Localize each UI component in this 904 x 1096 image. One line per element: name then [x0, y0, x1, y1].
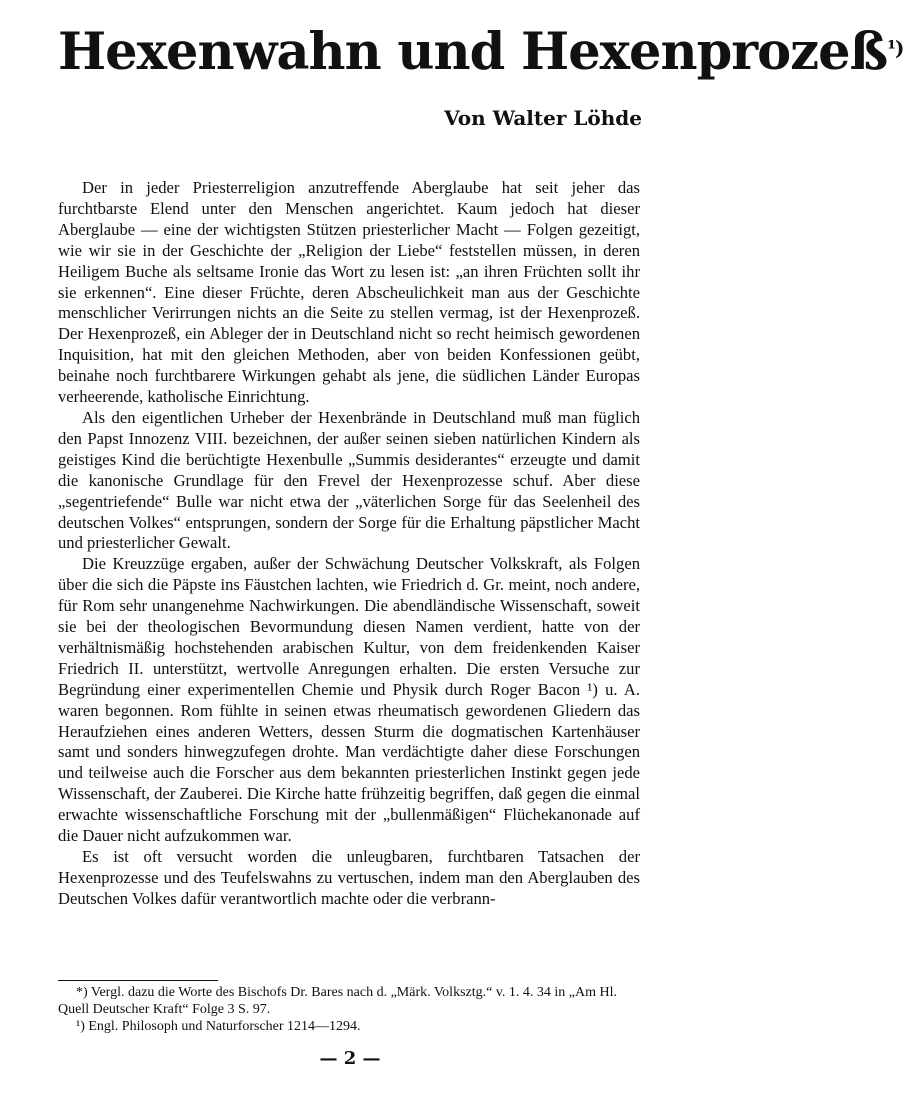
page-title: [58, 20, 904, 84]
title-footnote-mark: ¹): [887, 36, 904, 60]
article-body: [58, 178, 640, 910]
footnote: *) Vergl. dazu die Worte des Bischofs Dr. Bares nach d. „Märk. Volksztg.“ v. 1. 4. 34 in „Am Hl. Quell Deutscher Kraft“ Folge 3 S. 97.: [58, 985, 618, 1017]
page-number: — 2 —: [319, 1048, 381, 1069]
paragraph: Die Kreuzzüge ergaben, außer der Schwächung Deutscher Volkskraft, als Folgen über die sich die Päpste ins Fäustchen lachten, wie Friedrich d. Gr. meint, noch andere, für Rom sehr unangenehme Nachwirkungen. Die abendländische Wissenschaft, soweit sie bei der theologischen Bevormundung diesen Namen verdient, hatte von der verhältnismäßig hochstehenden arabischen Kultur, von dem freidenkenden Kaiser Friedrich II. unterstützt, wertvolle Anregungen erhalten. Die ersten Versuche zur Begründung einer experimentellen Chemie und Physik durch Roger Bacon ¹) u. A. waren begonnen. Rom fühlte in seinen etwas rheumatisch gewordenen Gliedern das Heraufziehen eines anderen Wetters, dessen Sturm die dogmatischen Kartenhäuser samt und sonders hinwegzufegen drohte. Man verdächtigte daher diese Forschungen und teilweise auch die Forscher aus dem bekannten priesterlichen Instinkt gegen jede Wissenschaft, der Zauberei. Die Kirche hatte frühzeitig begriffen, daß gegen die einmal erwachte wissenschaftliche Forschung mit der „bullenmäßigen“ Flüchekanonade auf die Dauer nicht aufzukommen war.: [58, 554, 640, 846]
title-text: Hexenwahn und Hexenprozeß: [58, 22, 888, 82]
author-byline: Von Walter Löhde: [444, 106, 642, 130]
paragraph: Als den eigentlichen Urheber der Hexenbrände in Deutschland muß man füglich den Papst Innozenz VIII. bezeichnen, der außer seinen sieben natürlichen Kindern als geistiges Kind die berüchtigte Hexenbulle „Summis desiderantes“ erzeugte und damit die kanonische Grundlage für den Frevel der Hexenprozesse schuf. Aber diese „segentriefende“ Bulle war nicht etwa der „väterlichen Sorge für das Seelenheil des deutschen Volkes“ entsprungen, sondern der Sorge für die Erhaltung päpstlicher Macht und priesterlicher Gewalt.: [58, 407, 640, 553]
paragraph: Der in jeder Priesterreligion anzutreffende Aberglaube hat seit jeher das furchtbarste Elend unter den Menschen angerichtet. Kaum jedoch hat dieser Aberglaube — eine der wichtigsten Stützen priesterlicher Macht — Folgen gezeitigt, wie wir sie in der Geschichte der „Religion der Liebe“ feststellen müssen, in deren Heiligem Buche als seltsame Ironie das Wort zu lesen ist: „an ihren Früchten sollt ihr sie erkennen“. Eine dieser Früchte, deren Abscheulichkeit man aus der Geschichte menschlicher Verirrungen nichts an die Seite zu stellen vermag, ist der Hexenprozeß. Der Hexenprozeß, ein Ableger der in Deutschland nicht so recht heimisch gewordenen Inquisition, hat mit den gleichen Methoden, aber von beiden Konfessionen geübt, beinahe noch furchtbarere Wirkungen gehabt als jene, die südlichen Länder Europas verheerende, katholische Einrichtung.: [58, 178, 640, 407]
footnote: ¹) Engl. Philosoph und Naturforscher 1214—1294.: [76, 1019, 361, 1034]
footnote-divider: [58, 980, 218, 981]
paragraph: Es ist oft versucht worden die unleugbaren, furchtbaren Tatsachen der Hexenprozesse und des Teufelswahns zu vertuschen, indem man den Aberglauben des Deutschen Volkes dafür verantwortlich machte oder die verbrann-: [58, 847, 640, 908]
footnotes: [58, 984, 640, 1035]
